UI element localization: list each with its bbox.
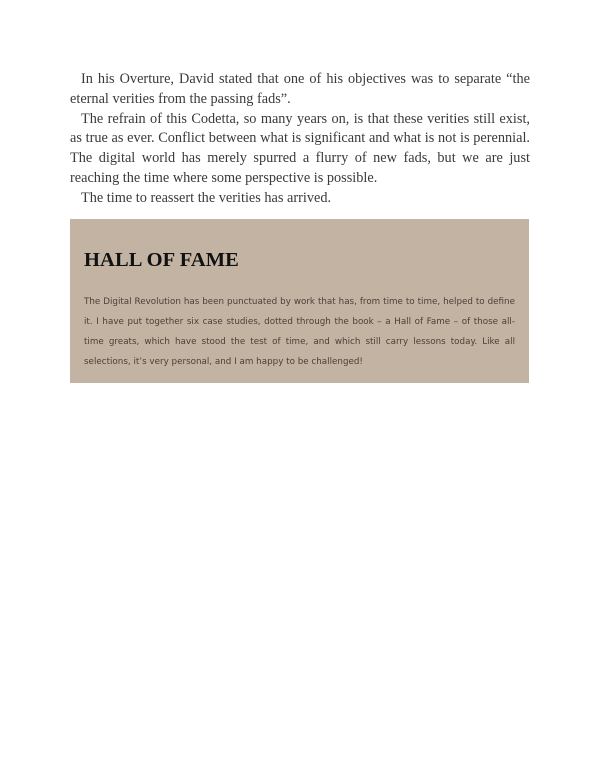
callout-title: HALL OF FAME: [84, 249, 239, 271]
body-paragraph: The refrain of this Codetta, so many years on, is that these verities still exist, as true as ever. Conflict between what is significant and what is not is perennial. The digital world has merely spurred a flurry of new fads, but we are just reaching the time where some perspective is possible.: [70, 110, 530, 186]
body-paragraph: The time to reassert the verities has arrived.: [81, 189, 332, 206]
body-paragraph: In his Overture, David stated that one of his objectives was to separate “the eternal verities from the passing fads”.: [70, 71, 530, 107]
hall-of-fame-callout: [70, 219, 529, 383]
callout-text: The Digital Revolution has been punctuated by work that has, from time to time, helped to define it. I have put together six case studies, dotted through the book – a Hall of Fame – of those all-time greats, which have stood the test of time, and which still carry lessons today. Like all selections, it’s very personal, and I am happy to be challenged!: [84, 297, 515, 367]
body-text: [70, 70, 530, 209]
